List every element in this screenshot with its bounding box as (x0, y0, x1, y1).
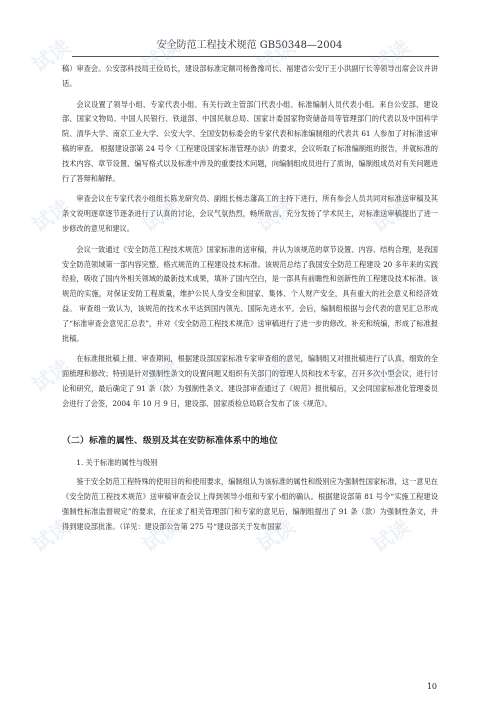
watermark-text: 试读 (252, 354, 300, 398)
watermark-text: 试读 (367, 194, 415, 238)
header-divider (72, 56, 439, 57)
body-paragraph-6: 鉴于安全防范工程特殊的使用目的和使用要求，编制组认为该标准的属性和级别应为强制性国家标准，这一意见在《安全防范工程技术规范》送审稿审查会议上得到领导小组和专家小组的确认。根据建设部第 81 号令“实施工程建设强制性标准监督规定”的要求，在征求了相关管理部门和专家的意见后，编制组提出了 91 条（款）为强制性条文，并得到建设部批准。（详见：建设部公告第 275 号“建设部关于发布国家 (62, 477, 438, 531)
document-title: 安全防范工程技术规范 GB50348—2004 (156, 40, 343, 51)
body-paragraph-1: 稿）审查会。公安部科技局王俭局长，建设部标准定额司杨鲁豫司长、福建省公安厅王小洪副厅长等领导出席会议并讲话。 (62, 64, 438, 88)
watermark-text: 试读 (367, 514, 415, 558)
watermark-text: 试读 (27, 194, 75, 238)
watermark-text: 试读 (27, 34, 75, 78)
watermark-text: 试读 (27, 354, 75, 398)
body-paragraph-4: 会议一致通过《安全防范工程技术规范》国家标准的送审稿，并认为该规范的章节设置、内容、结构合理，是我国安全防范领域第一部内容完整、格式规范的工程建设技术标准。该规范总结了我国安全防范工程建设 20 多年来的实践经验，吸收了国内外相关领域的最新技术成果，填补了国内空白，是一部具有前瞻性和创新性的工程建设技术标准。该规范的实施，对保证安防工程质量，维护公民人身安全和国家、集体、个人财产安全，具有重大的社会意义和经济效益。 审查组一致认为，该规范的技术水平达到国内领先、国际先进水平。会后，编制组根据与会代表的意见汇总形成了“标准审查会意见汇总表”，并对《安全防范工程技术规范》送审稿进行了进一步的修改、补充和统编，形成了标准报批稿。 (62, 244, 438, 343)
watermark-text: 试读 (367, 354, 415, 398)
page-number: 10 (426, 682, 437, 691)
watermark-text: 试读 (137, 194, 185, 238)
watermark-text: 试读 (252, 194, 300, 238)
watermark-text: 试读 (252, 514, 300, 558)
body-paragraph-3: 审查会议在专家代表小组组长陈龙研究员、副组长杨志藩高工的主持下进行，所有参会人员共同对标准送审稿及其条文说明逐章逐节逐条进行了认真的讨论，会议气氛热烈，畅所欲言，充分发扬了学术民主，对标准送审稿提出了进一步修改的意见和建议。 (62, 194, 438, 233)
body-paragraph-2: 会议设置了领导小组、专家代表小组、有关行政主管部门代表小组、标准编制人员代表小组。来自公安部、建设部、国家文物局、中国人民银行、铁道部、中国民航总局、国家计委国家物资储备局等管理部门的代表以及中国科学院、清华大学、南京工业大学、公安大学、全国安防标委会的专家代表和标准编制组的代表共 61 人参加了对标准送审稿的审查。 根据建设部第 24 号令《工程建设国家标准管理办法》的要求，会议听取了标准编制组的报告，并就标准的技术内容、章节设置、编写格式以及标准中涉及的重要技术问题，向编制组成员进行了质询，编制组成员对有关问题进行了答辩和解释。 (62, 99, 438, 183)
watermark-text: 试读 (367, 34, 415, 78)
watermark-text: 试读 (137, 34, 185, 78)
watermark-text: 试读 (27, 514, 75, 558)
body-paragraph-5: 在标准报批稿上报、审查期间，根据建设部国家标准专家审查组的意见，编制组又对报批稿进行了认真、细致的全面梳理和修改；特别是针对强制性条文的设置问题又组织有关部门的管理人员和技术专家，召开多次小型会议，进行讨论和研究，最后确定了 91 条（款）为强制性条文。建设部审查通过了《规范》报批稿后，又会同国家标准化管理委员会进行了会签，2004 年 10 月 9 日，建设部、国家质检总局联合发布了该《规范》。 (62, 354, 438, 408)
running-header (0, 36, 499, 51)
subsection-heading: 1. 关于标准的属性与级别 (76, 458, 158, 468)
watermark-text: 试读 (137, 514, 185, 558)
watermark-text: 试读 (137, 354, 185, 398)
section-heading: （二）标准的属性、级别及其在安防标准体系中的地位 (62, 435, 278, 446)
watermark-text: 试读 (252, 34, 300, 78)
page-body (62, 62, 438, 540)
